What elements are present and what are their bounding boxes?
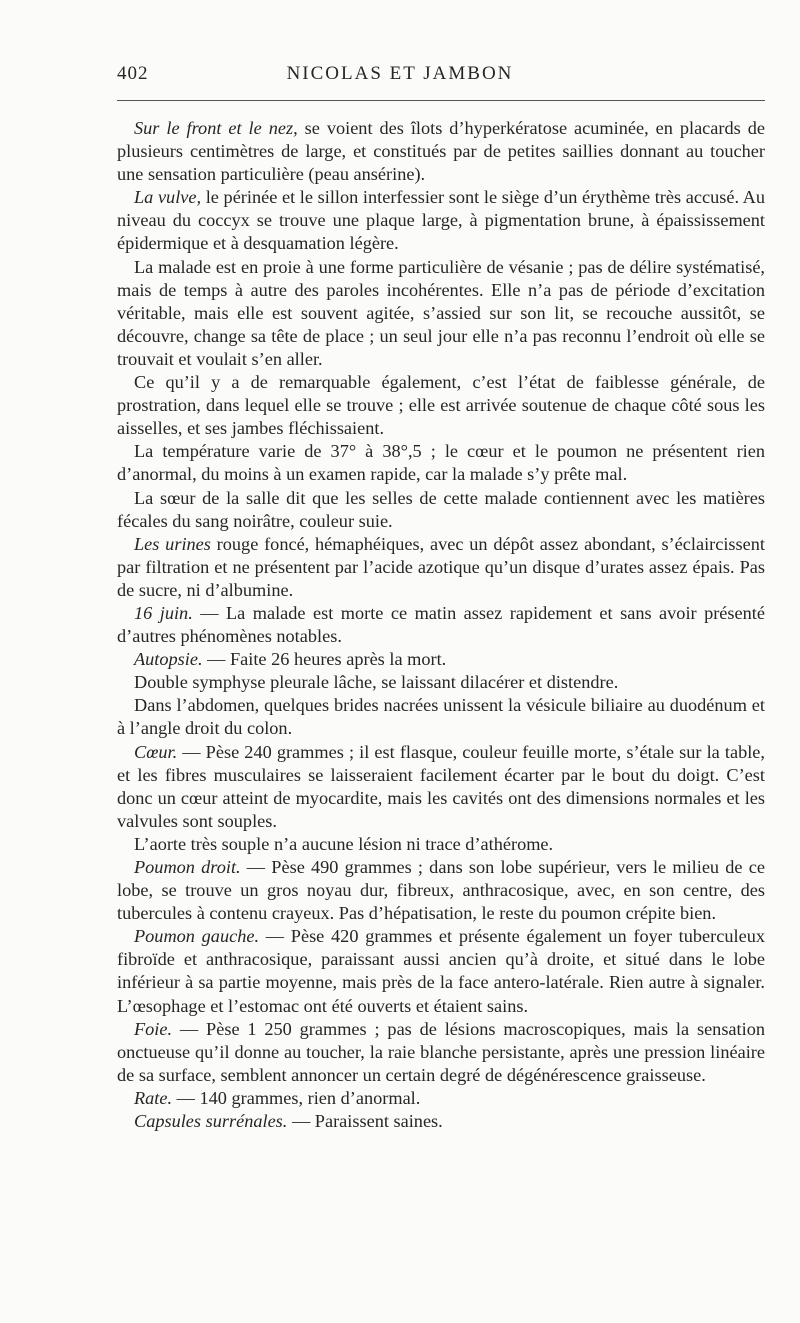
paragraph-text: Dans l’abdomen, quelques brides nacrées unissent la vésicule biliaire au duodénum et à l’angle droit du colon. — [117, 695, 765, 739]
paragraph-text: rouge foncé, hémaphéiques, avec un dépôt assez abondant, s’éclaircissent par filtration et ne présentent par l’acide azotique qu’un disque d’urates assez épais. Pas de sucre, ni d’albumine. — [117, 533, 765, 600]
paragraph-lead: Cœur. — [134, 741, 178, 762]
paragraph-text: La température varie de 37° à 38°,5 ; le cœur et le poumon ne présentent rien d’anormal, du moins à un examen rapide, car la malade s’y prête mal. — [117, 441, 765, 485]
paragraph-text: Double symphyse pleurale lâche, se laissant dilacérer et distendre. — [134, 672, 619, 693]
paragraph-lead: La vulve, — [134, 187, 202, 208]
paragraph-text: — Pèse 1 250 grammes ; pas de lésions macroscopiques, mais la sensation onctueuse qu’il donne au toucher, la raie blanche persistante, après une pression linéaire de sa surface, semblent annoncer un certain degré de dégénérescence graisseuse. — [117, 1018, 765, 1085]
paragraph — [117, 1110, 765, 1133]
paragraph-lead: 16 juin. — [134, 602, 193, 623]
paragraph — [117, 1087, 765, 1110]
paragraph-text: — Pèse 490 grammes ; dans son lobe supérieur, vers le milieu de ce lobe, se trouve un gros noyau dur, fibreux, anthracosique, avec, en son centre, des tubercules à contenu crayeux. Pas d’hépatisation, le reste du poumon crépite bien. — [117, 857, 765, 924]
paragraph-text: La malade est en proie à une forme particulière de vésanie ; pas de délire systématisé, mais de temps à autre des paroles incohérentes. Elle n’a pas de période d’excitation véritable, mais elle est souvent agitée, s’assied sur son lit, se recouche aussitôt, se découvre, change sa tête de place ; un seul jour elle n’a pas reconnu l’endroit où elle se trouvait et voulait s’en aller. — [117, 256, 765, 369]
paragraph-lead: Autopsie. — [134, 649, 203, 670]
paragraph-lead: Capsules surrénales. — [134, 1111, 288, 1132]
header-rule — [117, 100, 765, 101]
paragraph-lead: Poumon droit. — [134, 857, 241, 877]
page-number: 402 — [117, 63, 149, 84]
paragraph — [117, 856, 765, 925]
paragraph — [117, 648, 765, 671]
paragraph — [117, 117, 765, 186]
paragraph — [117, 1018, 765, 1087]
running-title: NICOLAS ET JAMBON — [286, 63, 514, 84]
paragraph-text: se voient des îlots d’hyperkératose acuminée, en placards de plusieurs centimètres de large, et constitués par de petites saillies donnant au toucher une sensation particulière (peau ansérine). — [117, 118, 765, 185]
paragraph-lead: Sur le front et le nez, — [134, 118, 298, 138]
paragraph — [117, 741, 765, 833]
paragraph — [117, 440, 765, 486]
paragraph-text: — Pèse 240 grammes ; il est flasque, couleur feuille morte, s’étale sur la table, et les fibres musculaires se laisseraient facilement écarter par le bout du doigt. C’est donc un cœur atteint de myocardite, mais les cavités ont des dimensions normales et les valvules sont souples. — [117, 741, 765, 831]
paragraph-lead: Foie. — [134, 1018, 173, 1039]
paragraph — [117, 487, 765, 533]
paragraph — [117, 256, 765, 371]
paragraph-text: — Paraissent saines. — [287, 1111, 443, 1132]
paragraph — [117, 371, 765, 440]
paragraph — [117, 533, 765, 602]
paragraph-text: L’aorte très souple n’a aucune lésion ni trace d’athérome. — [134, 833, 554, 854]
paragraph — [117, 833, 765, 856]
paragraph-text: le périnée et le sillon interfessier sont le siège d’un érythème très accusé. Au niveau du coccyx se trouve une plaque large, à pigmentation brune, à épaississement épidermique et à desquamation légère. — [117, 187, 765, 254]
paragraph — [117, 602, 765, 648]
paragraph-text: — La malade est morte ce matin assez rapidement et sans avoir présenté d’autres phénomènes notables. — [117, 602, 765, 647]
paragraph-text: Ce qu’il y a de remarquable également, c’est l’état de faiblesse générale, de prostration, dans lequel elle se trouve ; elle est arrivée soutenue de chaque côté sous les aisselles, et ses jambes fléchissaient. — [117, 372, 765, 439]
paragraph-text: — Pèse 420 grammes et présente également un foyer tuberculeux fibroïde et anthracosique, paraissant aussi ancien qu’à droite, et situé dans le lobe inférieur à sa partie moyenne, mais près de la face antero-latérale. Rien autre à signaler. L’œsophage et l’estomac ont été ouverts et étaient sains. — [117, 926, 765, 1016]
paragraph-text: La sœur de la salle dit que les selles de cette malade contiennent avec les matières fécales du sang noirâtre, couleur suie. — [117, 487, 765, 531]
paragraph-lead: Les urines — [134, 533, 211, 554]
paragraph-text: — 140 grammes, rien d’anormal. — [172, 1087, 421, 1108]
paragraph — [117, 925, 765, 1017]
paragraph — [117, 186, 765, 255]
paragraph — [117, 671, 765, 694]
paragraph-lead: Rate. — [134, 1087, 173, 1108]
paragraph-lead: Poumon gauche. — [134, 926, 260, 947]
paragraph — [117, 694, 765, 740]
paragraph-text: — Faite 26 heures après la mort. — [202, 649, 447, 670]
body-text — [117, 117, 765, 1133]
